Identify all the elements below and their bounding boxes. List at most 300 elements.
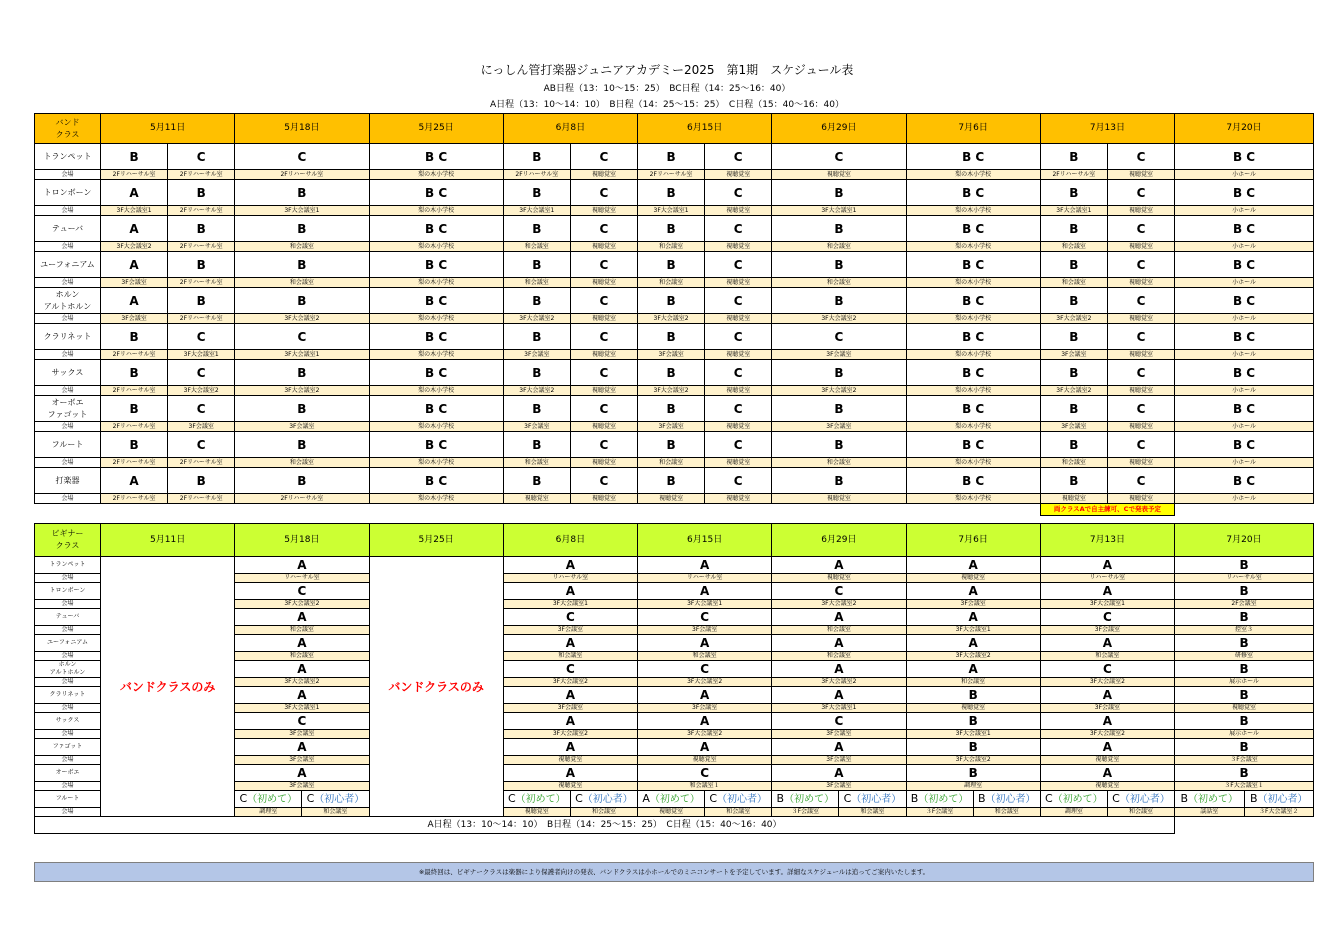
beginner-class-cell: C: [503, 609, 637, 626]
band-instrument-name-text: オーボエ: [51, 398, 84, 408]
band-class-cell: C: [570, 360, 637, 386]
band-class-cell: A: [101, 288, 168, 314]
band-venue-cell: 梨の木小学校: [906, 386, 1040, 396]
beginner-class-cell: A: [772, 557, 906, 574]
beginner-class-cell: A: [906, 661, 1040, 678]
band-venue-cell: 和会議室: [235, 242, 369, 252]
beginner-class-cell: C: [235, 583, 369, 600]
band-instrument-row: [35, 432, 1314, 458]
band-class-cell: C: [168, 324, 235, 350]
band-class-cell: C: [168, 396, 235, 422]
band-instrument-name: [35, 324, 101, 350]
band-venue-cell: 梨の木小学校: [906, 314, 1040, 324]
band-class-cell: B C: [1175, 360, 1314, 386]
flute-level-text: 初心者: [1267, 794, 1298, 805]
band-class-cell: B: [1040, 432, 1107, 458]
beginner-class-cell: A: [638, 687, 772, 704]
band-venue-cell: 3F大会議室2: [235, 314, 369, 324]
band-venue-cell: 3F会議室: [1040, 422, 1107, 432]
band-instrument-name-text: テューバ: [51, 223, 84, 233]
band-class-cell: B: [235, 216, 369, 242]
band-venue-label: 会場: [35, 170, 101, 180]
band-instrument-row: [35, 288, 1314, 314]
beginner-instrument-name-text: テューバ: [55, 613, 80, 621]
beginner-venue-cell: 調理室: [906, 782, 1040, 791]
beginner-instrument-name-text: ホルン: [58, 661, 77, 669]
band-venue-cell: 和会議室: [772, 458, 906, 468]
beginner-class-label-text: ビギナー: [51, 529, 84, 539]
band-class-cell: C: [705, 468, 772, 494]
band-venue-cell: 梨の木小学校: [906, 278, 1040, 288]
beginner-venue-label: 会場: [35, 808, 101, 817]
flute-class-letter: C: [709, 792, 718, 805]
band-venue-cell: 2Fリハーサル室: [1040, 170, 1107, 180]
band-class-cell: C: [1107, 360, 1174, 386]
beginner-class-cell: A: [906, 583, 1040, 600]
band-class-cell: B: [503, 360, 570, 386]
band-class-cell: B: [101, 432, 168, 458]
beginner-venue-cell: 3F大会議室2: [772, 600, 906, 609]
band-class-cell: B: [772, 288, 906, 314]
flute-level-label: （初心者）: [851, 794, 902, 805]
beginner-venue-label: 会場: [35, 574, 101, 583]
band-class-cell: C: [570, 288, 637, 314]
band-venue-cell: 3F会議室: [638, 422, 705, 432]
band-venue-cell: 3F大会議室1: [1040, 206, 1107, 216]
beginner-venue-cell: 3F会議室: [503, 626, 637, 635]
band-class-cell: C: [235, 324, 369, 350]
band-class-cell: C: [570, 468, 637, 494]
band-venue-cell: 和会議室: [1040, 278, 1107, 288]
beginner-venue-label: 会場: [35, 600, 101, 609]
beginner-venue-cell: 3F大会議室1: [638, 600, 772, 609]
beginner-class-cell: B: [906, 687, 1040, 704]
band-class-cell: C: [705, 180, 772, 206]
flute-class-letter: C: [1112, 792, 1120, 805]
beginner-venue-label: 会場: [35, 704, 101, 713]
band-venue-cell: 梨の木小学校: [906, 206, 1040, 216]
beginner-venue-cell: 3F大会議室2: [906, 756, 1040, 765]
beginner-class-cell: A: [503, 765, 637, 782]
band-note-spacer: [35, 504, 1041, 516]
beginner-class-cell: C: [772, 583, 906, 600]
band-venue-cell: 和会議室: [503, 458, 570, 468]
flute-venue-cell: 和会議室: [302, 808, 369, 817]
band-date-cell: 6月15日: [638, 114, 772, 144]
beginner-instrument-name-text: オーボエ: [55, 769, 80, 777]
band-venue-cell: 梨の木小学校: [369, 242, 503, 252]
band-venue-cell: 2Fリハーサル室: [168, 314, 235, 324]
band-class-cell: B: [772, 396, 906, 422]
band-venue-cell: 3F大会議室2: [638, 314, 705, 324]
band-class-cell: B: [503, 252, 570, 278]
band-venue-cell: 視聴覚室: [1107, 170, 1174, 180]
band-class-cell: B: [1040, 324, 1107, 350]
beginner-date-cell: 7月6日: [906, 524, 1040, 557]
band-class-cell: C: [1107, 468, 1174, 494]
beginner-instrument-name: [35, 583, 101, 600]
band-class-cell: A: [101, 216, 168, 242]
band-venue-cell: 3F大会議室2: [772, 314, 906, 324]
band-class-cell: B C: [369, 432, 503, 458]
beginner-class-cell: B: [906, 739, 1040, 756]
band-venue-cell: 視聴覚室: [638, 494, 705, 504]
band-venue-cell: 視聴覚室: [772, 494, 906, 504]
band-class-cell: C: [1107, 432, 1174, 458]
flute-class-cell: [570, 791, 637, 808]
band-instrument-name: [35, 252, 101, 278]
band-instrument-name: [35, 288, 101, 314]
band-venue-row: [35, 422, 1314, 432]
beginner-venue-label: 会場: [35, 626, 101, 635]
band-venue-cell: 小ホール: [1175, 242, 1314, 252]
flute-level-label: （初めて）: [1052, 794, 1103, 805]
band-class-cell: B: [772, 216, 906, 242]
band-class-cell: C: [705, 144, 772, 170]
beginner-class-cell: A: [1040, 765, 1174, 782]
band-class-cell: B: [772, 468, 906, 494]
beginner-venue-label: 会場: [35, 652, 101, 661]
band-date-cell: 5月25日: [369, 114, 503, 144]
band-class-cell: B C: [906, 252, 1040, 278]
beginner-class-cell: B: [1175, 765, 1314, 782]
flute-venue-cell: 調理室: [1040, 808, 1107, 817]
beginner-class-cell: A: [235, 739, 369, 756]
beginner-date-cell: 6月8日: [503, 524, 637, 557]
band-venue-cell: 梨の木小学校: [369, 170, 503, 180]
beginner-venue-cell: 視聴覚室: [503, 782, 637, 791]
beginner-venue-cell: リハーサル室: [638, 574, 772, 583]
flute-level-text: 初心者: [1129, 794, 1160, 805]
beginner-class-cell: C: [1040, 609, 1174, 626]
beginner-venue-cell: 展示ホール: [1175, 678, 1314, 687]
beginner-instrument-name: [35, 661, 101, 678]
flute-level-text: 初心者: [995, 794, 1026, 805]
beginner-venue-cell: 2F会議室: [1175, 600, 1314, 609]
beginner-class-cell: A: [638, 583, 772, 600]
beginner-venue-cell: リハーサル室: [503, 574, 637, 583]
flute-venue-cell: ３F会議室: [772, 808, 839, 817]
band-date-cell: 6月8日: [503, 114, 637, 144]
band-venue-cell: 小ホール: [1175, 386, 1314, 396]
beginner-instrument-name: [35, 557, 101, 574]
flute-class-letter: C: [843, 792, 852, 805]
beginner-venue-cell: 3F大会議室1: [235, 704, 369, 713]
band-instrument-name: [35, 144, 101, 170]
band-venue-cell: 和会議室: [638, 278, 705, 288]
band-class-cell: B: [101, 324, 168, 350]
band-venue-label: 会場: [35, 206, 101, 216]
flute-level-text: 初めて: [928, 794, 959, 805]
beginner-venue-cell: 3F会議室: [772, 782, 906, 791]
beginner-class-cell: C: [503, 661, 637, 678]
band-class-cell: C: [570, 432, 637, 458]
band-class-table: [34, 113, 1314, 516]
beginner-class-cell: A: [235, 557, 369, 574]
band-venue-cell: 視聴覚室: [705, 422, 772, 432]
flute-class-cell: [235, 791, 302, 808]
band-venue-cell: 和会議室: [235, 278, 369, 288]
beginner-venue-cell: 和会議室: [638, 652, 772, 661]
band-venue-cell: 小ホール: [1175, 278, 1314, 288]
band-venue-row: [35, 494, 1314, 504]
beginner-venue-cell: 3F大会議室2: [503, 730, 637, 739]
flute-level-label: （初めて）: [1188, 794, 1239, 805]
beginner-class-cell: A: [503, 583, 637, 600]
beginner-date-cell: 6月29日: [772, 524, 906, 557]
beginner-venue-cell: 和会議室: [906, 678, 1040, 687]
band-venue-cell: 視聴覚室: [570, 206, 637, 216]
beginner-venue-cell: 視聴覚室: [638, 756, 772, 765]
final-session-note: ※最終回は、ビギナークラスは楽器により保護者向けの発表、バンドクラスは小ホールでのミニコンサートを予定しています。詳細なスケジュールは追ってご案内いたします。: [34, 862, 1314, 882]
flute-level-text: 初めて: [1198, 794, 1229, 805]
flute-level-label: （初めて）: [247, 794, 298, 805]
beginner-class-cell: B: [1175, 609, 1314, 626]
beginner-footer-row: [35, 817, 1314, 834]
band-class-cell: A: [101, 468, 168, 494]
beginner-venue-cell: 3F会議室: [235, 756, 369, 765]
band-class-cell: B C: [906, 468, 1040, 494]
band-venue-cell: 3F会議室: [503, 350, 570, 360]
band-class-cell: B C: [1175, 180, 1314, 206]
flute-level-text: 初心者: [727, 794, 758, 805]
flute-class-letter: C: [1045, 792, 1053, 805]
beginner-venue-cell: 3F大会議室2: [1040, 730, 1174, 739]
band-class-cell: B: [235, 180, 369, 206]
band-venue-cell: 3F大会議室1: [638, 206, 705, 216]
band-venue-cell: 梨の木小学校: [369, 458, 503, 468]
band-venue-cell: 和会議室: [1040, 242, 1107, 252]
band-class-cell: B: [235, 432, 369, 458]
band-class-cell: C: [1107, 252, 1174, 278]
beginner-venue-cell: 視聴覚室: [906, 704, 1040, 713]
beginner-venue-cell: ３F会議室: [1175, 756, 1314, 765]
beginner-venue-cell: 3F大会議室1: [1040, 600, 1174, 609]
band-venue-cell: 2Fリハーサル室: [168, 206, 235, 216]
band-class-cell: C: [570, 396, 637, 422]
flute-level-text: 初めて: [1062, 794, 1093, 805]
band-class-cell: C: [1107, 396, 1174, 422]
band-venue-cell: 和会議室: [638, 242, 705, 252]
flute-venue-cell: 和会議室: [839, 808, 906, 817]
beginner-venue-cell: 3F会議室: [772, 730, 906, 739]
schedule-legend-footer: A日程（13：10〜14：10） B日程（14：25〜15：25） C日程（15：40〜16：40）: [35, 817, 1175, 834]
band-venue-cell: 視聴覚室: [705, 350, 772, 360]
band-venue-cell: 小ホール: [1175, 422, 1314, 432]
flute-class-cell: [503, 791, 570, 808]
band-venue-cell: 3F会議室: [235, 422, 369, 432]
beginner-venue-cell: 3F会議室: [638, 704, 772, 713]
beginner-venue-cell: ３F大会議室１: [1175, 782, 1314, 791]
beginner-venue-cell: リハーサル室: [1040, 574, 1174, 583]
band-class-cell: B: [168, 288, 235, 314]
band-instrument-name-text: フルート: [51, 439, 84, 449]
band-class-cell: C: [705, 216, 772, 242]
band-venue-cell: 3F大会議室2: [1040, 386, 1107, 396]
flute-level-label: （初心者）: [717, 794, 768, 805]
flute-class-letter: A: [642, 792, 650, 805]
band-class-cell: B: [638, 468, 705, 494]
beginner-venue-cell: 3F大会議室2: [906, 652, 1040, 661]
beginner-venue-cell: 展示ホール: [1175, 730, 1314, 739]
band-class-cell: A: [101, 252, 168, 278]
band-class-cell: B: [235, 252, 369, 278]
flute-level-text: 初心者: [324, 794, 355, 805]
band-venue-cell: 視聴覚室: [503, 494, 570, 504]
band-class-cell: C: [705, 324, 772, 350]
band-instrument-name-text: 打楽器: [55, 475, 80, 485]
flute-level-label: （初めて）: [649, 794, 700, 805]
flute-venue-cell: 和会議室: [570, 808, 637, 817]
band-class-cell: B: [168, 216, 235, 242]
band-venue-cell: 2Fリハーサル室: [503, 170, 570, 180]
beginner-venue-cell: 3F大会議室2: [638, 678, 772, 687]
beginner-class-cell: A: [772, 739, 906, 756]
band-class-cell: B: [1040, 252, 1107, 278]
band-venue-row: [35, 206, 1314, 216]
band-venue-cell: 和会議室: [638, 458, 705, 468]
flute-class-cell: [1244, 791, 1313, 808]
flute-class-letter: C: [239, 792, 248, 805]
beginner-venue-label: 会場: [35, 782, 101, 791]
beginner-class-cell: B: [1175, 583, 1314, 600]
band-instrument-name-text: サックス: [51, 367, 84, 377]
band-venue-cell: 3F会議室: [1040, 350, 1107, 360]
band-venue-cell: 3F会議室: [772, 422, 906, 432]
band-venue-cell: 和会議室: [772, 278, 906, 288]
band-class-cell: C: [705, 252, 772, 278]
band-class-cell: B: [1040, 144, 1107, 170]
band-venue-cell: 視聴覚室: [705, 242, 772, 252]
beginner-instrument-name-text: クラリネット: [49, 691, 86, 699]
flute-class-cell: [973, 791, 1040, 808]
band-venue-cell: 3F大会議室2: [235, 386, 369, 396]
band-class-cell: B C: [906, 432, 1040, 458]
band-venue-cell: 和会議室: [503, 278, 570, 288]
band-instrument-name: [35, 216, 101, 242]
flute-class-letter: B: [977, 792, 986, 805]
beginner-class-cell: C: [638, 609, 772, 626]
band-venue-cell: 2Fリハーサル室: [168, 242, 235, 252]
flute-venue-cell: ３F会議室: [906, 808, 973, 817]
beginner-venue-cell: リハーサル室: [235, 574, 369, 583]
band-class-cell: B C: [906, 288, 1040, 314]
band-instrument-row: [35, 144, 1314, 170]
beginner-venue-cell: 3F会議室: [638, 626, 772, 635]
band-venue-cell: 3F会議室: [772, 350, 906, 360]
band-class-cell: B C: [1175, 396, 1314, 422]
beginner-class-cell: A: [503, 557, 637, 574]
band-venue-cell: 2Fリハーサル室: [168, 458, 235, 468]
band-class-cell: B: [772, 180, 906, 206]
beginner-date-cell: 5月11日: [101, 524, 235, 557]
band-venue-cell: 梨の木小学校: [369, 422, 503, 432]
band-venue-cell: 視聴覚室: [1107, 350, 1174, 360]
band-venue-cell: 2Fリハーサル室: [101, 458, 168, 468]
band-instrument-name-text: トランペット: [43, 151, 92, 161]
band-class-cell: C: [570, 180, 637, 206]
band-venue-cell: 2Fリハーサル室: [235, 494, 369, 504]
flute-level-label: （初心者）: [1119, 794, 1170, 805]
band-venue-cell: 視聴覚室: [1107, 314, 1174, 324]
band-date-cell: 6月29日: [772, 114, 906, 144]
practice-note: 両クラスAで自主練可、Cで発表予定: [1040, 504, 1174, 516]
band-class-cell: C: [570, 324, 637, 350]
flute-class-letter: B: [910, 792, 919, 805]
beginner-instrument-name-text: サックス: [55, 717, 80, 725]
band-date-cell: 5月11日: [101, 114, 235, 144]
band-venue-cell: 3F大会議室2: [503, 386, 570, 396]
band-venue-cell: 視聴覚室: [705, 170, 772, 180]
band-venue-cell: 3F大会議室2: [1040, 314, 1107, 324]
band-class-cell: C: [1107, 216, 1174, 242]
beginner-venue-cell: 3F大会議室2: [638, 730, 772, 739]
band-venue-cell: 視聴覚室: [570, 386, 637, 396]
band-class-cell: B: [638, 252, 705, 278]
band-class-cell: B: [638, 396, 705, 422]
band-class-cell: B: [503, 180, 570, 206]
band-venue-cell: 和会議室: [1040, 458, 1107, 468]
beginner-class-cell: A: [235, 687, 369, 704]
band-venue-cell: 3F大会議室1: [503, 206, 570, 216]
band-venue-label: 会場: [35, 314, 101, 324]
band-class-cell: B: [235, 288, 369, 314]
band-class-cell: B C: [369, 252, 503, 278]
beginner-class-label: [35, 524, 101, 557]
band-instrument-row: [35, 324, 1314, 350]
band-venue-cell: 視聴覚室: [570, 314, 637, 324]
beginner-instrument-name: [35, 635, 101, 652]
band-venue-label: 会場: [35, 278, 101, 288]
band-class-cell: C: [1107, 288, 1174, 314]
band-venue-cell: 視聴覚室: [1107, 386, 1174, 396]
band-venue-cell: 梨の木小学校: [369, 494, 503, 504]
band-venue-label: 会場: [35, 458, 101, 468]
beginner-venue-cell: 視聴覚室: [906, 574, 1040, 583]
flute-class-cell: [1040, 791, 1107, 808]
flute-class-cell: [1175, 791, 1244, 808]
beginner-instrument-name: [35, 765, 101, 782]
flute-class-cell: [705, 791, 772, 808]
band-venue-label: 会場: [35, 422, 101, 432]
band-venue-cell: 梨の木小学校: [906, 458, 1040, 468]
band-class-cell: C: [772, 324, 906, 350]
beginner-venue-cell: 3F大会議室2: [503, 678, 637, 687]
beginner-class-table: [34, 523, 1314, 834]
band-class-cell: B: [772, 360, 906, 386]
beginner-venue-cell: 和会議室: [772, 626, 906, 635]
band-venue-row: [35, 458, 1314, 468]
band-class-cell: C: [1107, 180, 1174, 206]
beginner-class-cell: B: [906, 765, 1040, 782]
band-class-cell: B C: [1175, 468, 1314, 494]
band-venue-cell: 3F会議室: [168, 422, 235, 432]
schedule-legend-ab-bc: AB日程（13：10〜15：25） BC日程（14：25〜16：40）: [543, 84, 791, 94]
beginner-class-cell: C: [638, 661, 772, 678]
beginner-venue-cell: 視聴覚室: [1040, 782, 1174, 791]
band-class-cell: B: [1040, 288, 1107, 314]
band-venue-cell: 2Fリハーサル室: [101, 170, 168, 180]
beginner-venue-cell: 3F大会議室2: [1040, 678, 1174, 687]
band-class-cell: C: [705, 360, 772, 386]
band-venue-cell: 2Fリハーサル室: [235, 170, 369, 180]
beginner-class-cell: A: [503, 687, 637, 704]
band-venue-cell: 視聴覚室: [705, 494, 772, 504]
flute-class-cell: [302, 791, 369, 808]
beginner-class-cell: B: [1175, 661, 1314, 678]
band-venue-cell: 3F大会議室2: [503, 314, 570, 324]
band-venue-row: [35, 350, 1314, 360]
